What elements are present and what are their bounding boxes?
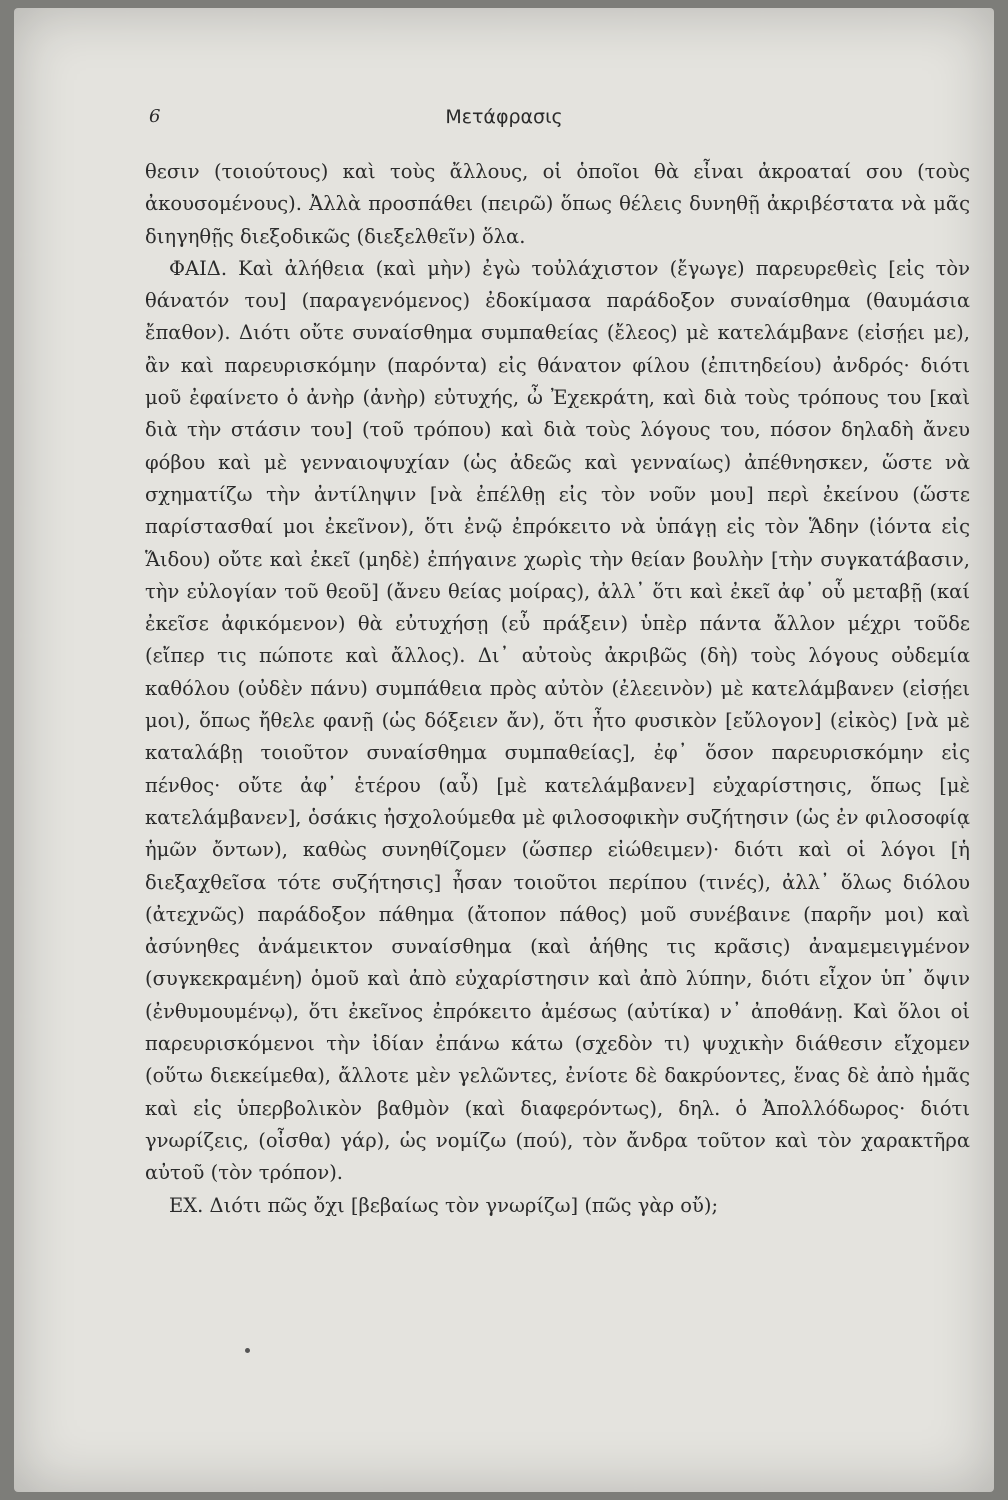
page-number: 6: [149, 106, 161, 127]
body-text: [145, 156, 970, 1222]
book-page: [14, 8, 994, 1492]
paragraph-continuation: θεσιν (τοιούτους) καὶ τοὺς ἄλλους, οἱ ὁποῖοι θὰ εἶναι ἀκροαταί σου (τοὺς ἀκουσομένους). Ἀλλὰ προσπάθει (πειρῶ) ὅπως θέλεις δυνηθῇ ἀκριβέστατα νὰ μᾶς διηγηθῇς διεξοδικῶς (διεξελθεῖν) ὅλα.: [145, 160, 970, 248]
running-title: Μετάφρασις: [445, 106, 563, 128]
paragraph-echecrates-reply: ΕΧ. Διότι πῶς ὄχι [βεβαίως τὸν γνωρίζω] (πῶς γὰρ οὔ);: [169, 1193, 719, 1217]
page-header: [14, 106, 994, 142]
paragraph-phaedo-speech: ΦΑΙΔ. Καὶ ἀλήθεια (καὶ μὴν) ἐγὼ τοὐλάχιστον (ἔγωγε) παρευρεθεὶς [εἰς τὸν θάνατόν του] (παραγενόμενος) ἐδοκίμασα παράδοξον συναίσθημα (θαυμάσια ἔπαθον). Διότι οὔτε συναίσθημα συμπαθείας (ἔλεος) μὲ κατελάμβανε (εἰσῄει με), ἂν καὶ παρευρισκόμην (παρόντα) εἰς θάνατον φίλου (ἐπιτηδείου) ἀνδρός· διότι μοῦ ἐφαίνετο ὁ ἀνὴρ (ἀνὴρ) εὐτυχής, ὦ Ἐχεκράτη, καὶ διὰ τοὺς τρόπους του [καὶ διὰ τὴν στάσιν του] (τοῦ τρόπου) καὶ διὰ τοὺς λόγους του, πόσον δηλαδὴ ἄνευ φόβου καὶ μὲ γενναιοψυχίαν (ὡς ἀδεῶς καὶ γενναίως) ἀπέθνησκεν, ὥστε νὰ σχηματίζω τὴν ἀντίληψιν [νὰ ἐπέλθῃ εἰς τὸν νοῦν μου] περὶ ἐκείνου (ὥστε παρίστασθαί μοι ἐκεῖνον), ὅτι ἐνῷ ἐπρόκειτο νὰ ὑπάγῃ εἰς τὸν Ἅδην (ἰόντα εἰς Ἅιδου) οὔτε καὶ ἐκεῖ (μηδὲ) ἐπήγαινε χωρὶς τὴν θείαν βουλὴν [τὴν συγκατάβασιν, τὴν εὐλογίαν τοῦ θεοῦ] (ἄνευ θείας μοίρας), ἀλλ᾽ ὅτι καὶ ἐκεῖ ἀφ᾽ οὗ μεταβῇ (καί ἐκεῖσε ἀφικόμενον) θὰ εὐτυχήσῃ (εὖ πράξειν) ὑπὲρ πάντα ἄλλον μέχρι τοῦδε (εἴπερ τις πώποτε καὶ ἄλλος). Δι᾽ αὐτοὺς ἀκριβῶς (δὴ) τοὺς λόγους οὐδεμία καθόλου (οὐδὲν πάνυ) συμπάθεια πρὸς αὐτὸν (ἐλεεινὸν) μὲ κατελάμβανεν (εἰσῄει μοι), ὅπως ἤθελε φανῇ (ὡς δόξειεν ἄν), ὅτι ἦτο φυσικὸν [εὔλογον] (εἰκὸς) [νὰ μὲ καταλάβῃ τοιοῦτον συναίσθημα συμπαθείας], ἐφ᾽ ὅσον παρευρισκόμην εἰς πένθος· οὔτε ἀφ᾽ ἑτέρου (αὖ) [μὲ κατελάμβανεν] εὐχαρίστησις, ὅπως [μὲ κατελάμβανεν], ὁσάκις ἠσχολούμεθα μὲ φιλοσοφικὴν συζήτησιν (ὡς ἐν φιλοσοφίᾳ ἡμῶν ὄντων), καθὼς συνηθίζομεν (ὥσπερ εἰώθειμεν)· διότι καὶ οἱ λόγοι [ἡ διεξαχθεῖσα τότε συζήτησις] ἦσαν τοιοῦτοι περίπου (τινές), ἀλλ᾽ ὅλως διόλου (ἀτεχνῶς) παράδοξον πάθημα (ἄτοπον πάθος) μοῦ συνέβαινε (παρῆν μοι) καὶ ἀσύνηθες ἀνάμεικτον συναίσθημα (καὶ ἀήθης τις κρᾶσις) ἀναμεμειγμένον (συγκεκραμένη) ὁμοῦ καὶ ἀπὸ εὐχαρίστησιν καὶ ἀπὸ λύπην, διότι εἶχον ὑπ᾽ ὄψιν (ἐνθυμουμένῳ), ὅτι ἐκεῖνος ἐπρόκειτο ἀμέσως (αὐτίκα) ν᾽ ἀποθάνῃ. Καὶ ὅλοι οἱ παρευρισκόμενοι τὴν ἰδίαν ἐπάνω κάτω (σχεδὸν τι) ψυχικὴν διάθεσιν εἴχομεν (οὕτω διεκείμεθα), ἄλλοτε μὲν γελῶντες, ἐνίοτε δὲ δακρύοντες, ἕνας δὲ ἀπὸ ἡμᾶς καὶ εἰς ὑπερβολικὸν βαθμὸν (καὶ διαφερόντως), δηλ. ὁ Ἀπολλόδωρος· διότι γνωρίζεις, (οἶσθα) γάρ), ὡς νομίζω (πού), τὸν ἄνδρα τοῦτον καὶ τὸν χαρακτῆρα αὐτοῦ (τὸν τρόπον).: [145, 256, 970, 1185]
ink-dot: [245, 1348, 250, 1353]
